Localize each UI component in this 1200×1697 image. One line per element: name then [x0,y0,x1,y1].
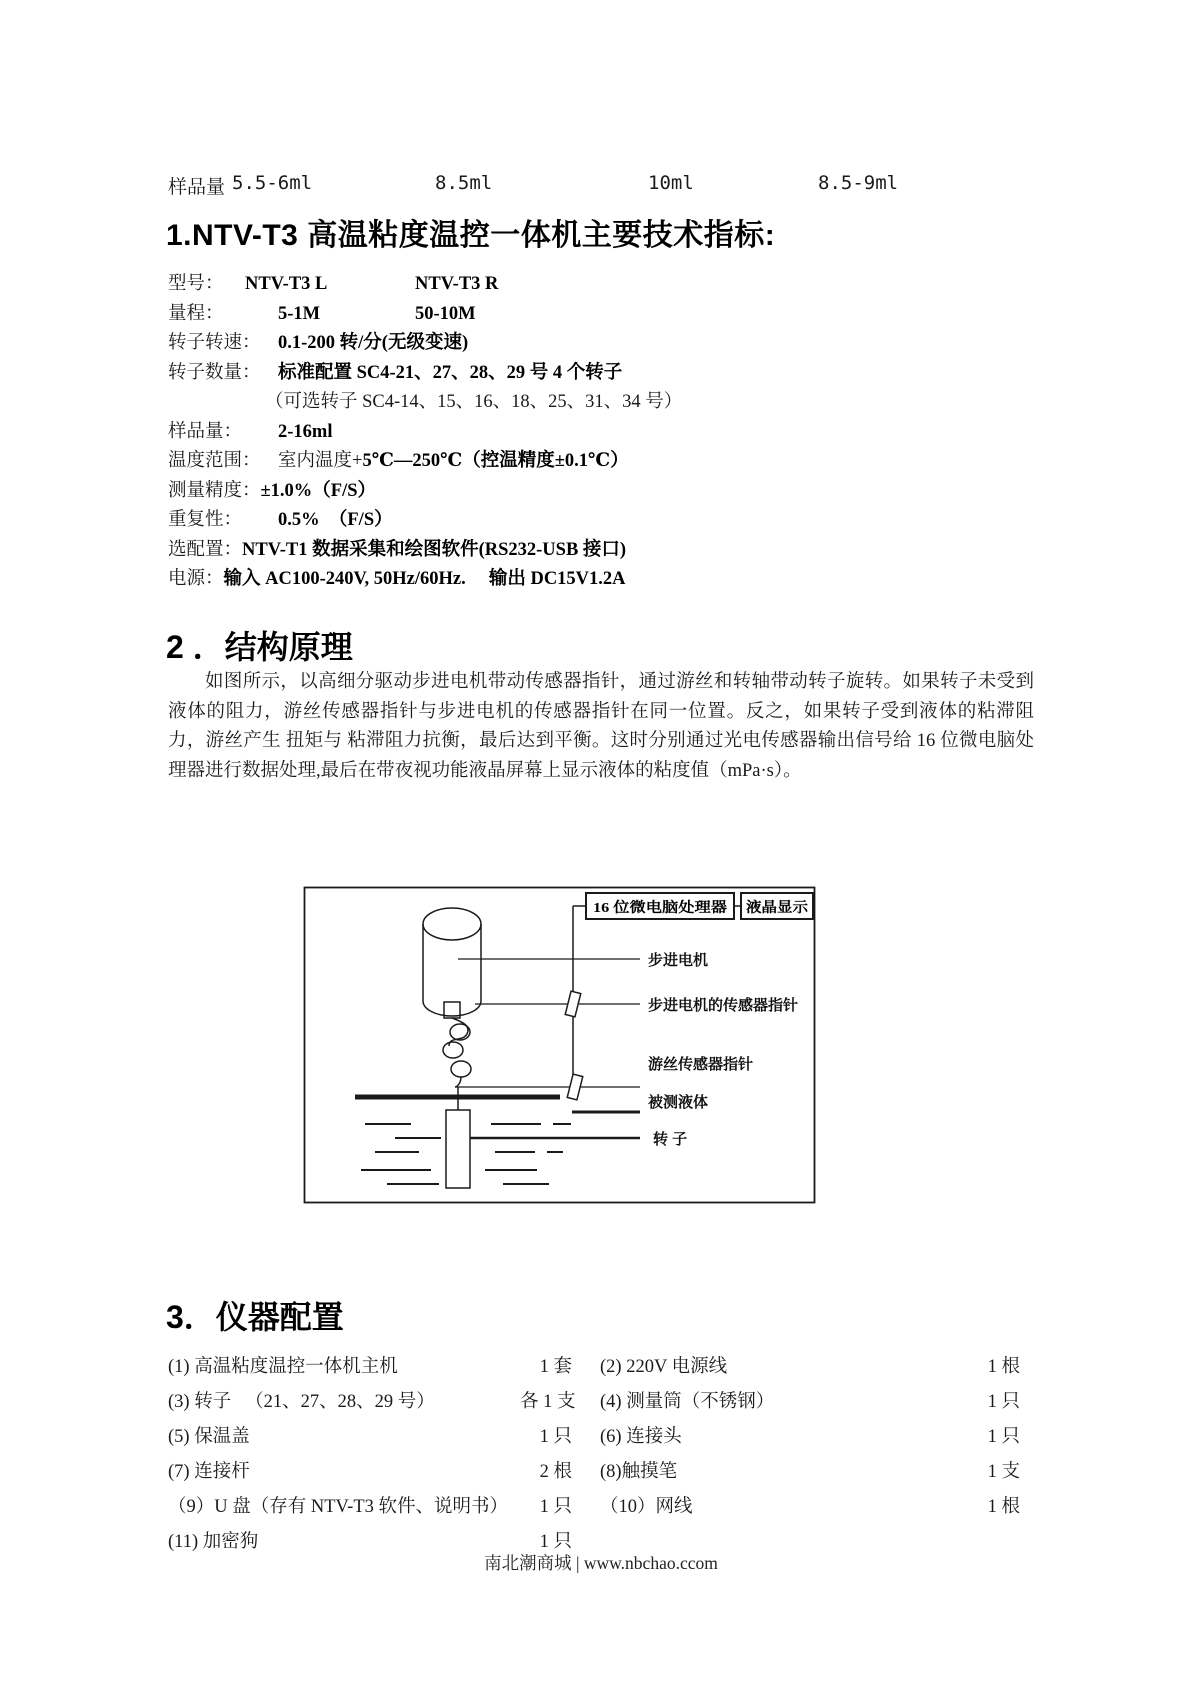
spec-row-temp [168,447,1048,477]
spec-row-speed [168,329,1048,359]
spec-value: 0.5% （F/S） [278,510,393,530]
spec-value: ±1.0%（F/S） [260,480,377,501]
config-qty: 1 只 [539,1427,572,1447]
sample-volume-value: 5.5-6ml [232,172,313,194]
spec-value: NTV-T3 R [415,274,499,294]
spec-row-model [168,270,1048,300]
spec-row-optional [168,536,1048,566]
spec-value: 标准配置 SC4-21、27、28、29 号 4 个转子 [278,362,623,383]
spec-row-rotors-note [168,388,1048,418]
spec-row-range [168,300,1048,330]
spec-row-power [168,565,1048,595]
config-row [168,1455,1034,1490]
config-qty: 1 支 [987,1462,1020,1482]
config-item: （10）网线 [600,1497,693,1517]
spec-label: 选配置： [168,539,243,560]
spec-label: 转子数量： [168,362,261,383]
config-item: （9）U 盘（存有 NTV-T3 软件、说明书） [168,1497,509,1517]
config-item: (8)触摸笔 [600,1462,678,1482]
spec-row-accuracy [168,477,1048,507]
diagram-border [305,888,815,1203]
section2-heading: 2 ．结构原理 [166,629,353,665]
processor-box-label: 16 位微电脑处理器 [593,901,709,916]
hairspring-coil-icon [443,1018,471,1087]
spec-value: 5-1M [278,303,321,324]
spec-value: 0.1-200 转/分(无级变速) [278,333,469,353]
rotor-shape [446,1110,470,1188]
spec-label: 样品量： [168,421,243,442]
config-qty: 1 套 [539,1357,572,1377]
config-row [168,1490,1034,1525]
config-qty: 各 1 支 [520,1392,576,1412]
spec-value: NTV-T3 L [245,274,328,294]
spec-row-sample [168,418,1048,448]
config-qty: 1 根 [987,1497,1020,1517]
config-qty: 1 只 [987,1427,1020,1447]
config-item: (6) 连接头 [600,1427,682,1447]
config-row [168,1350,1034,1385]
structure-diagram [303,886,817,1205]
config-item: (7) 连接杆 [168,1462,250,1482]
spec-value: 室内温度+ [278,451,363,471]
spec-label: 测量精度： [168,480,261,501]
spec-row-repeat [168,506,1048,536]
config-row [168,1385,1034,1420]
config-item: (3) 转子 （21、27、28、29 号） [168,1392,435,1412]
sensor-pointer-marker [565,991,581,1017]
config-list [168,1350,1034,1560]
spec-row-rotors [168,359,1048,389]
stepper-motor-cylinder-icon [423,908,481,1016]
config-qty: 1 只 [539,1532,572,1552]
spec-value: 输入 AC100-240V, 50Hz/60Hz. 输出 DC15V1.2A [223,569,626,589]
spec-label: 型号： [168,274,224,294]
diagram-label-stepper-pointer: 步进电机的传感器指针 [648,997,799,1014]
sample-volume-value: 8.5-9ml [818,172,899,194]
diagram-label-stepper-motor: 步进电机 [648,952,709,969]
config-item: (11) 加密狗 [168,1532,259,1552]
diagram-label-rotor: 转 子 [653,1131,688,1148]
config-qty: 1 只 [987,1392,1020,1412]
config-item: (2) 220V 电源线 [600,1357,728,1377]
config-qty: 2 根 [539,1462,572,1482]
footer-site-credit: 南北潮商城 | www.nbchao.ccom [484,1553,718,1573]
lcd-box-label: 液晶显示 [746,901,802,916]
spec-label: 重复性： [168,510,243,530]
sample-volume-label: 样品量 [168,176,226,198]
spec-list [168,270,1048,595]
sample-volume-line [168,172,1068,200]
sensor-pointer-marker [567,1074,583,1100]
config-qty: 1 只 [539,1497,572,1517]
config-item: (1) 高温粘度温控一体机主机 [168,1357,398,1377]
section1-heading: 1.NTV-T3 高温粘度温控一体机主要技术指标: [166,219,776,252]
principle-paragraph: 如图所示，以高细分驱动步进电机带动传感器指针，通过游丝和转轴带动转子旋转。如果转子未受到液体的阻力，游丝传感器指针与步进电机的传感器指针在同一位置。反之，如果转子受到液体的粘滞阻力，游丝产生 扭矩与 粘滞阻力抗衡，最后达到平衡。这时分别通过光电传感器输出信号给 16 位微电脑处理器进行数据处理,最后在带夜视功能液晶屏幕上显示液体的粘度值（mPa·s）。 [168,672,1034,781]
diagram-label-hairspring-pointer: 游丝传感器指针 [648,1056,754,1073]
sample-volume-value: 8.5ml [435,172,493,194]
section3-heading: 3．仪器配置 [166,1299,344,1335]
sample-volume-value: 10ml [648,172,694,194]
spec-value: 50-10M [415,303,476,324]
config-row [168,1420,1034,1455]
spec-value: 5℃—250℃（控温精度±0.1℃） [362,451,629,471]
spec-label: 转子转速： [168,333,261,353]
spec-label: 电源： [168,569,224,589]
spec-note: （可选转子 SC4-14、15、16、18、25、31、34 号） [265,392,683,412]
config-item: (4) 测量筒（不锈钢） [600,1392,775,1412]
spec-value: 2-16ml [278,421,333,442]
diagram-label-liquid: 被测液体 [648,1094,709,1111]
spec-label: 量程： [168,303,224,324]
spec-value: NTV-T1 数据采集和绘图软件(RS232-USB 接口) [242,539,627,560]
config-qty: 1 根 [987,1357,1020,1377]
config-item: (5) 保温盖 [168,1427,250,1447]
spec-label: 温度范围： [168,451,261,471]
